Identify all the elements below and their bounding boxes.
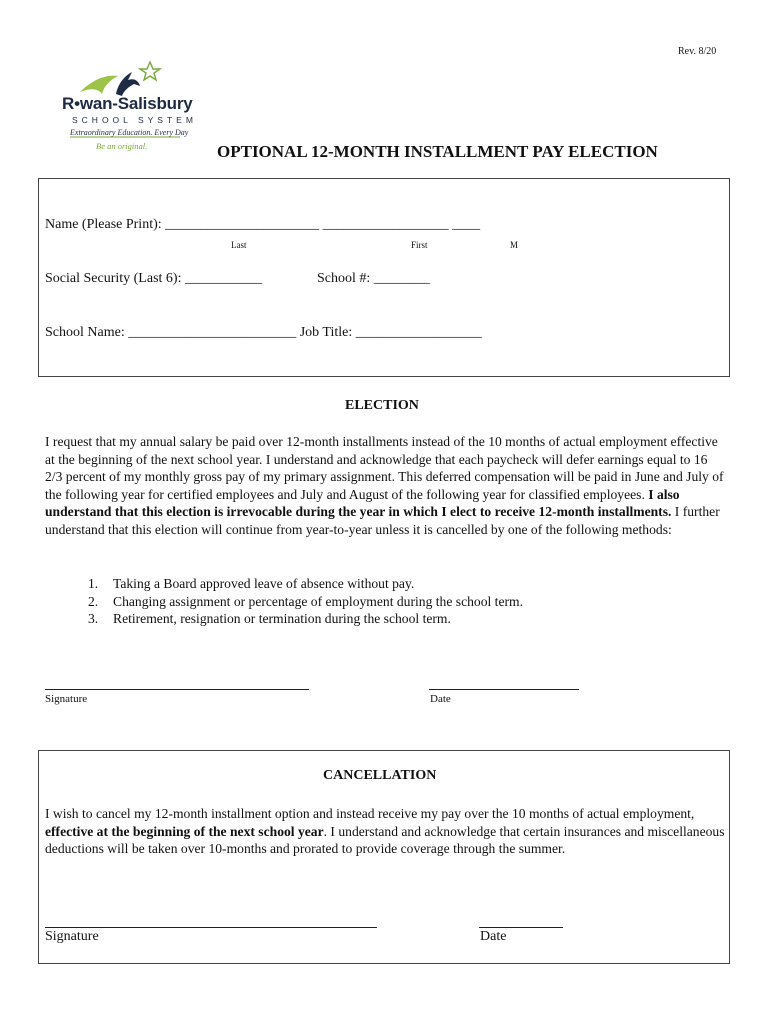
election-text-tail: I further understand that this election will continue from year-to-year unless it is cancelled by one of the following methods: [45,504,720,537]
list-item-text: Retirement, resignation or termination during the school term. [113,611,451,626]
election-date-line[interactable] [429,689,579,690]
star-icon [140,62,160,80]
logo-figure [116,72,140,96]
logo-tagline: Extraordinary Education. Every Day [70,128,189,137]
election-signature-label: Signature [45,693,88,705]
name-field-row[interactable] [45,217,480,233]
logo-swoosh [80,76,118,94]
list-item-number: 3. [88,611,99,626]
election-text-irrevocable: I also understand that this election is irrevocable during the year in which I elect to receive 12-month installments. [45,486,680,519]
first-name-caption: First [411,240,428,250]
logo-slogan: Be an original. [96,141,148,151]
list-item [88,610,523,628]
job-title-blank[interactable]: __________________ [355,325,482,340]
job-title-label: Job Title: [299,325,353,340]
election-paragraph [45,433,725,538]
list-item [88,575,523,593]
name-blank[interactable]: ______________________ __________________ ____ [165,217,481,232]
list-item-text: Taking a Board approved leave of absence without pay. [113,576,415,591]
school-name-label: School Name: [45,325,125,340]
election-date-label: Date [430,693,451,705]
school-number-field-row[interactable] [317,271,430,287]
cancellation-date-label: Date [480,929,507,944]
last-name-caption: Last [231,240,247,250]
list-item [88,593,523,611]
ssn-label: Social Security (Last 6): [45,271,182,286]
school-number-label: School #: [317,271,371,286]
list-item-number: 1. [88,576,99,591]
logo-school-system: SCHOOL SYSTEM [72,115,197,125]
ssn-field-row[interactable] [45,271,262,287]
school-name-blank[interactable]: ________________________ [128,325,297,340]
middle-initial-caption: M [510,240,519,250]
page-title: OPTIONAL 12-MONTH INSTALLMENT PAY ELECTION [217,142,658,161]
list-item-number: 2. [88,593,99,609]
revision-label: Rev. 8/20 [678,46,717,57]
list-item-text: Changing assignment or percentage of employment during the school term. [113,593,523,609]
ssn-blank[interactable]: ___________ [184,271,262,286]
logo-district-name: R•wan-Salisbury [62,94,193,113]
cancellation-paragraph [45,805,725,858]
cancellation-signature-line[interactable] [45,927,377,928]
cancellation-text-lead: I wish to cancel my 12-month installment option and instead receive my pay over the 10 months of actual employment, [45,806,695,821]
cancellation-methods-list [88,575,523,628]
cancellation-signature-label: Signature [45,929,99,944]
name-label: Name (Please Print): [45,217,162,232]
cancellation-text-effective: effective at the beginning of the next school year [45,823,324,839]
school-number-blank[interactable]: ________ [373,271,430,286]
school-name-field-row[interactable] [45,325,482,341]
election-heading: ELECTION [345,398,419,413]
cancellation-text-tail: . I understand and acknowledge that certain insurances and miscellaneous deductions will be taken over 10-months and prorated to provide coverage through the summer. [45,823,725,856]
cancellation-date-line[interactable] [479,927,563,928]
cancellation-heading: CANCELLATION [323,768,437,783]
election-signature-line[interactable] [45,689,309,690]
election-text-lead: I request that my annual salary be paid over 12-month installments instead of the 10 months of actual employment effective at the beginning of the next school year. I understand and acknowledge that each paycheck will defer earnings equal to 16 2/3 percent of my monthly gross pay of my primary assignment. This deferred compensation will be paid in June and July of the following year for certified employees and July and August of the following year for classified employees. [45,434,724,502]
